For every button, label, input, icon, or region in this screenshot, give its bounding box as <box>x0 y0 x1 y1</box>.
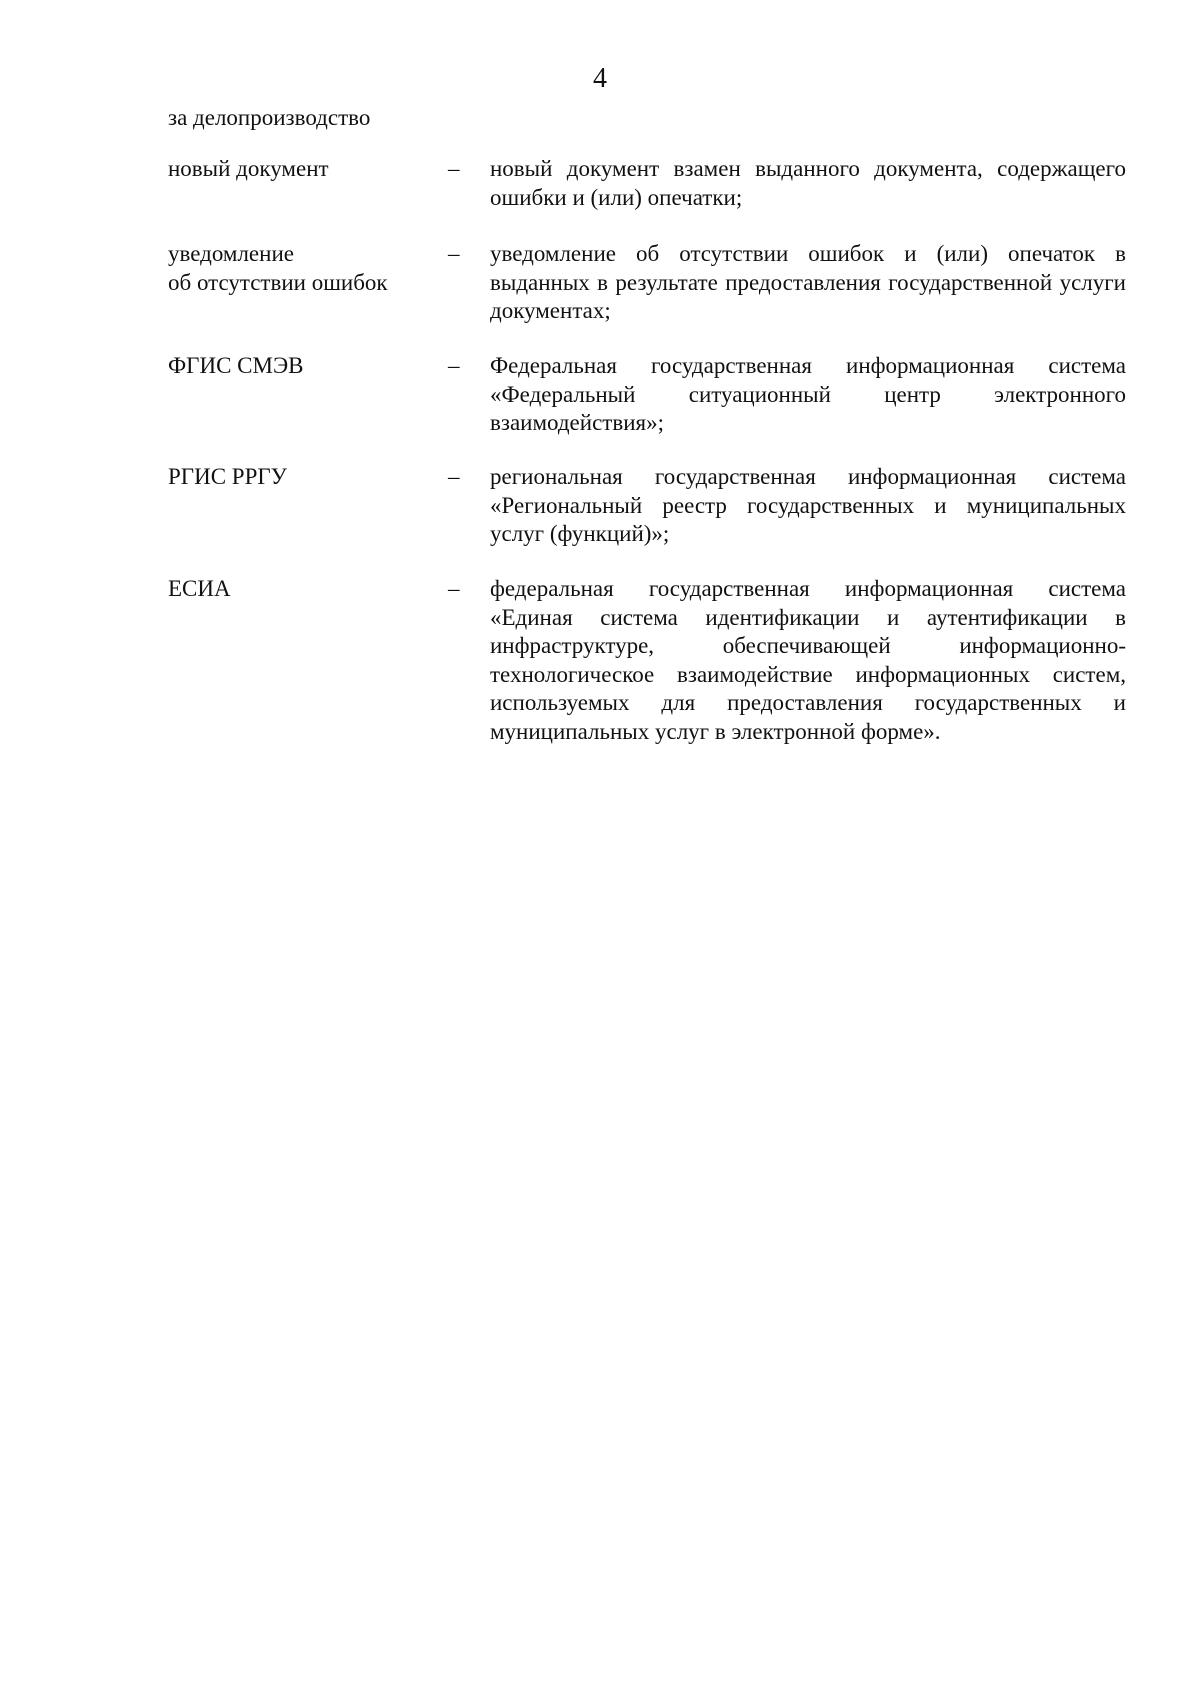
term-line: об отсутствии ошибок <box>168 269 388 295</box>
term-line: ЕСИА <box>168 576 231 601</box>
term-line: ФГИС СМЭВ <box>168 353 304 378</box>
entry-definition: федеральная государственная информационная система «Единая система идентификации и аутентификации в инфраструктуре, обеспечивающей информационно-технологическое взаимодействие информационных систем, используемых для предоставления государственных и муниципальных услуг в электронной форме». <box>490 576 1126 744</box>
entry-dash: – <box>448 353 460 378</box>
entry-dash: – <box>448 576 460 601</box>
entry-definition: Федеральная государственная информационная система «Федеральный ситуационный центр электронного взаимодействия»; <box>490 353 1126 435</box>
entry-term <box>168 155 438 184</box>
term-line: РГИС РРГУ <box>168 464 287 489</box>
entry-dash: – <box>448 241 460 266</box>
entry-definition: новый документ взамен выданного документа, содержащего ошибки и (или) опечатки; <box>490 156 1126 210</box>
term-line: новый документ <box>168 156 329 181</box>
entry-term <box>168 352 438 381</box>
entry-term <box>168 575 438 604</box>
term-line: уведомление <box>168 241 294 266</box>
entry-term <box>168 463 438 492</box>
entry-definition: региональная государственная информационная система «Региональный реестр государственных и муниципальных услуг (функций)»; <box>490 464 1126 546</box>
entry-dash: – <box>448 156 460 181</box>
entry-dash: – <box>448 464 460 489</box>
entry-definition: уведомление об отсутствии ошибок и (или) опечаток в выданных в результате предоставления государственной услуги документах; <box>490 241 1126 323</box>
entry-term <box>168 240 438 297</box>
continuation-text: за делопроизводство <box>168 105 371 130</box>
page-number: 4 <box>593 63 607 94</box>
